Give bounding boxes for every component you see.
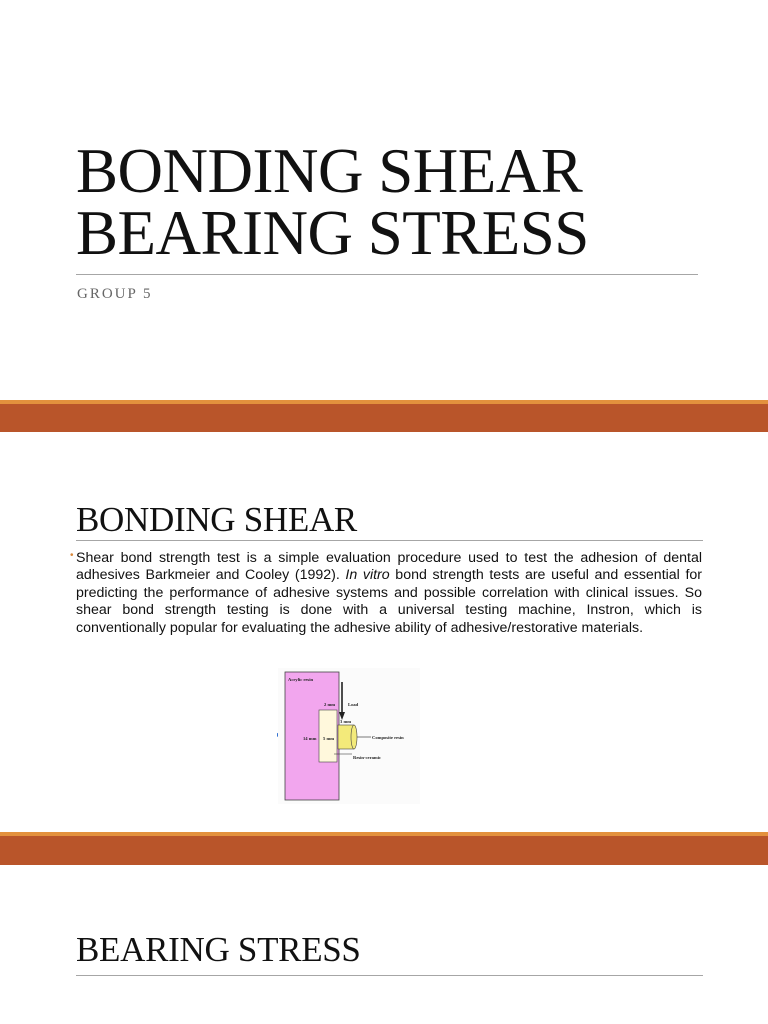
body-text-1: Shear bond strength test is a simple evaluation procedure used to test the adhesion of dental adhesives Barkmeier and Cooley (1992). <box>76 550 702 584</box>
title-line-1: BONDING SHEAR <box>76 136 583 206</box>
body-text-2: bond strength tests are useful and essential for predicting the performance of adhesive systems and possible correlation with clinical issues. So shear bond strength testing is done with a universal testing machine, Instron, which is conventionally popular for evaluating the adhesive ability of adhesive/restorative materials. <box>76 567 703 636</box>
label-5mm: 5 mm <box>323 736 335 741</box>
slide-title <box>0 0 768 400</box>
body-italic: In vitro <box>345 567 390 584</box>
section-heading-bearing-stress: BEARING STRESS <box>76 930 361 969</box>
label-3mm: 3 mm <box>340 719 352 724</box>
subtitle: GROUP 5 <box>77 286 153 302</box>
label-composite: Composite resin <box>372 735 404 740</box>
slide-separator <box>0 832 768 865</box>
heading-divider <box>76 975 703 976</box>
page-title <box>76 136 589 268</box>
section-heading-bonding-shear: BONDING SHEAR <box>76 500 357 539</box>
label-acrylic: Acrylic resin <box>288 677 314 682</box>
label-2mm: 2 mm <box>324 702 336 707</box>
title-divider <box>76 274 698 275</box>
composite-cylinder-face <box>351 725 357 749</box>
label-ceramic: Resin-ceramic <box>353 755 382 760</box>
title-line-2: BEARING STRESS <box>76 198 589 268</box>
slide-separator <box>0 400 768 432</box>
bullet-marker: • <box>70 550 74 561</box>
shear-test-diagram <box>278 668 420 804</box>
body-paragraph <box>76 550 702 637</box>
label-14mm: 14 mm <box>303 736 317 741</box>
shear-test-svg <box>278 668 420 804</box>
heading-divider <box>76 540 703 541</box>
label-load: Load <box>348 702 359 707</box>
